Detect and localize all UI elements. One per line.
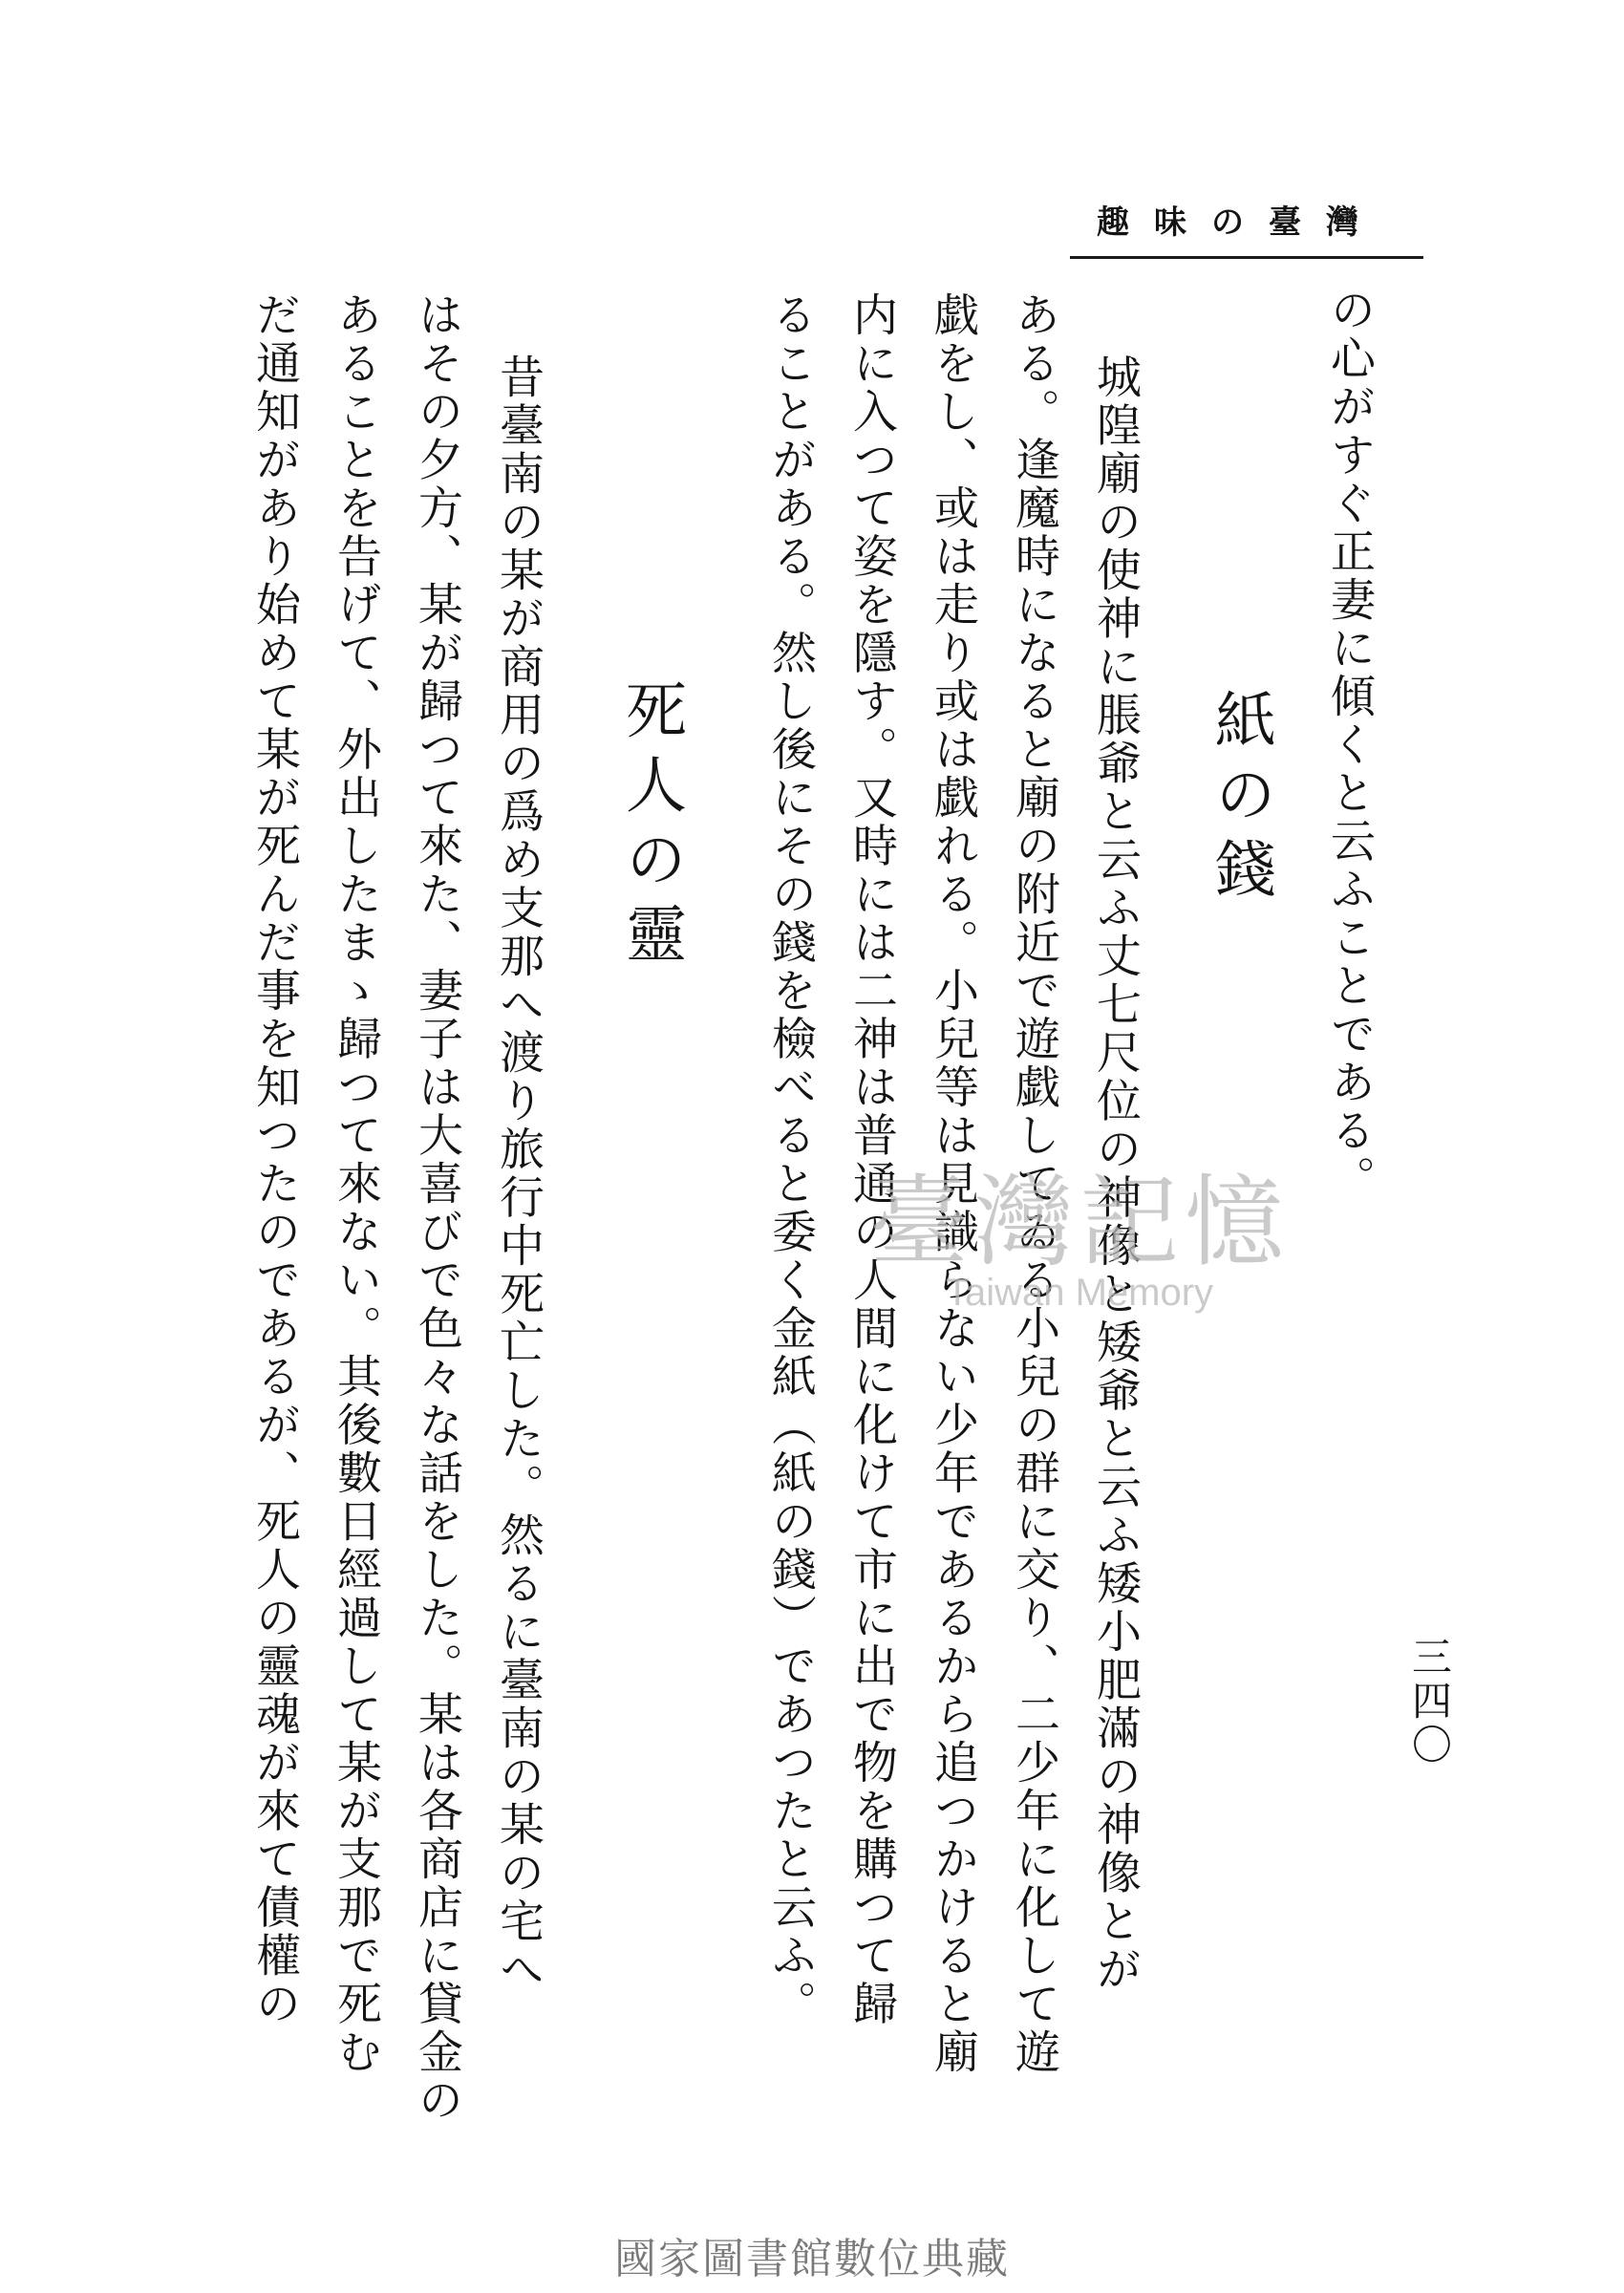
text-line: はその夕方、某が歸つて來た、妻子は大喜びで色々な話をした。某は各商店に貸金の — [411, 291, 463, 2125]
text-line: 城隍廟の使神に脹爺と云ふ丈七尺位の神像と矮爺と云ふ矮小肥滿の神像とが — [1089, 354, 1142, 1994]
section-heading-paper-money: 紙の錢 — [1205, 688, 1275, 911]
section-heading-dead-spirit: 死人の靈 — [615, 678, 686, 976]
text-line: だ通知があり始めて某が死んだ事を知つたのであるが、死人の靈魂が來て債權の — [248, 291, 301, 2028]
text-line: ることがある。然し後にその錢を檢べると委く金紙（紙の錢）であつたと云ふ。 — [764, 291, 817, 2028]
page-number: 三四〇 — [1406, 1636, 1453, 1768]
text-line: 内に入つて姿を隱す。又時には二神は普通の人間に化けて市に出で物を購つて歸 — [845, 291, 898, 2028]
watermark-cjk: 臺灣記憶 — [868, 1164, 1290, 1280]
text-line: 戯をし、或は走り或は戯れる。小兒等は見識らない少年であるから追つかけると廟 — [927, 291, 979, 2077]
text-line: あることを告げて、外出したまゝ歸つて來ない。其後數日經過して某が支那で死む — [330, 291, 382, 2077]
watermark-en: Taiwan Memory — [945, 1272, 1214, 1314]
watermark — [850, 1142, 1309, 1315]
continuation-line: の心がすぐ正妻に傾くと云ふことである。 — [1323, 287, 1376, 1204]
header-rule — [1070, 256, 1423, 259]
text-line: ある。逢魔時になると廟の附近で遊戯してゐる小兒の群に交り、二少年に化して遊 — [1008, 291, 1060, 2077]
text-line: 昔臺南の某が商用の爲め支那へ渡り旅行中死亡した。然るに臺南の某の宅へ — [492, 354, 545, 1994]
running-header-title: 趣味の臺灣 — [1097, 204, 1383, 242]
footer-credit: 國家圖書館數位典藏 — [614, 2235, 1010, 2283]
